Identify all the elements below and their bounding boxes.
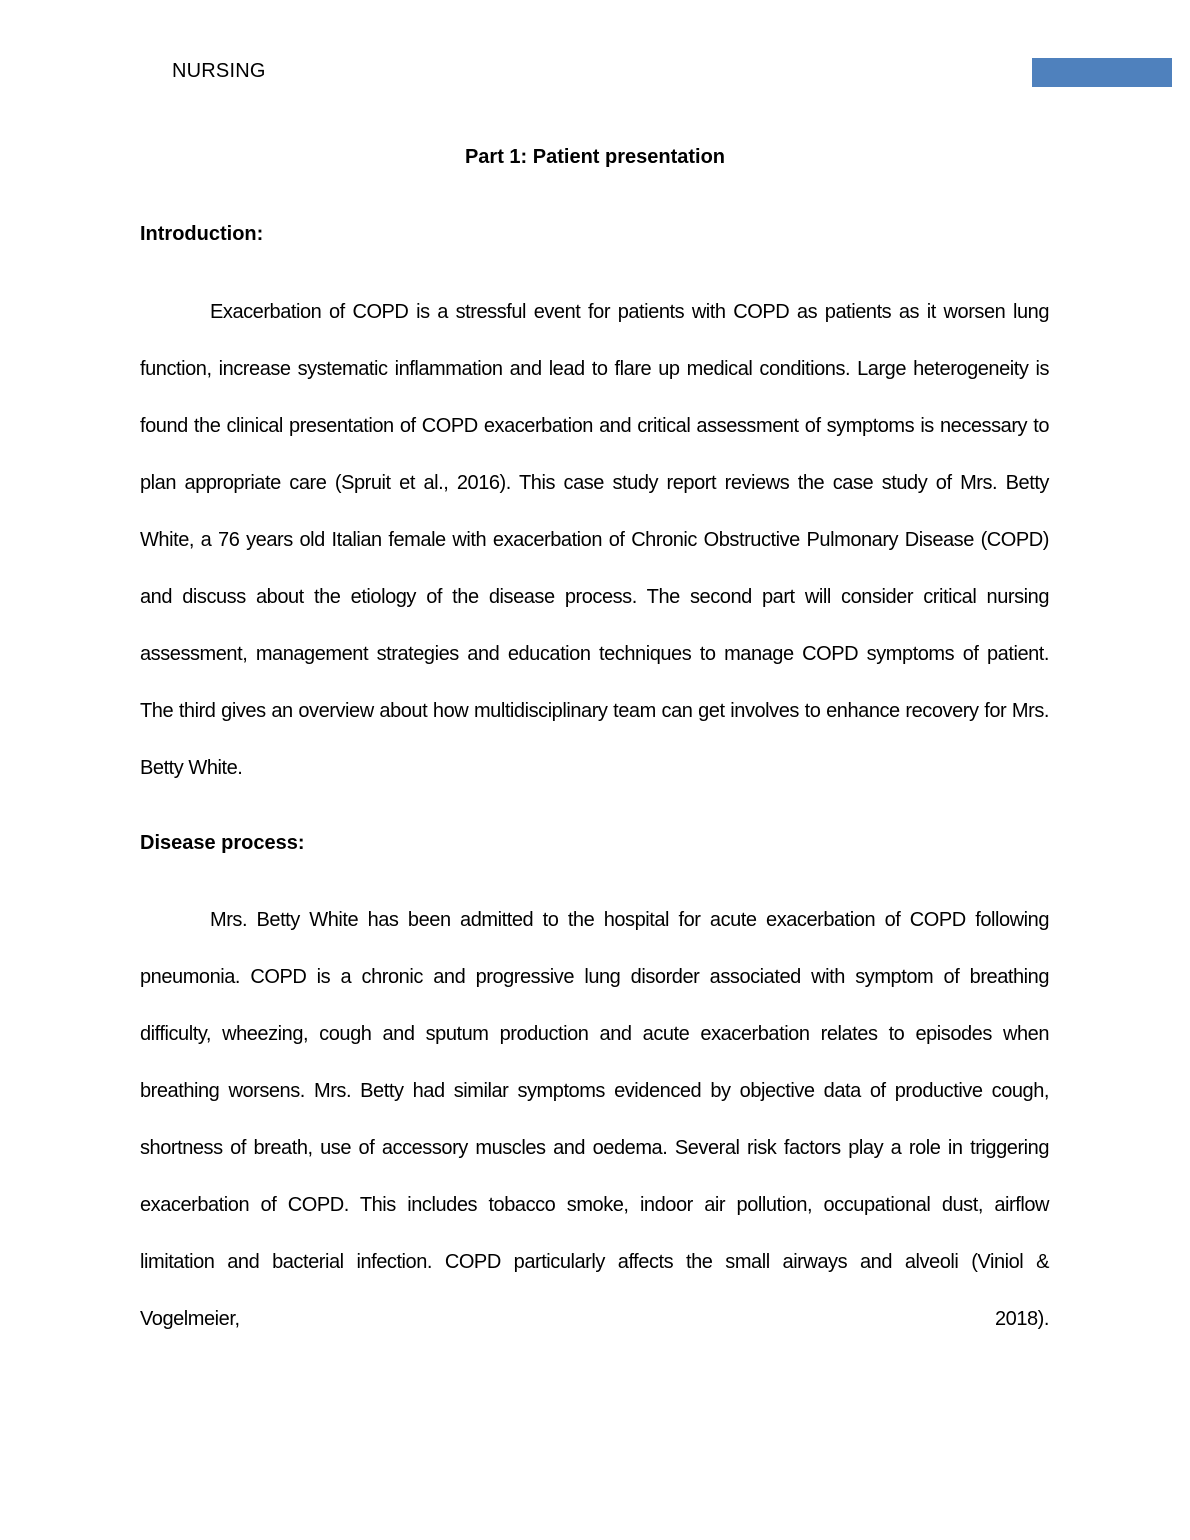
- document-title: Part 1: Patient presentation: [464, 146, 726, 168]
- disease-process-paragraph: Mrs. Betty White has been admitted to the hospital for acute exacerbation of COPD following pneumonia. COPD is a chronic and progressive lung disorder associated with symptom of breathing difficulty, wheezing, cough and sputum production and acute exacerbation relates to episodes when breathing worsens. Mrs. Betty had similar symptoms evidenced by objective data of productive cough, shortness of breath, use of accessory muscles and oedema. Several risk factors play a role in triggering exacerbation of COPD. This includes tobacco smoke, indoor air pollution, occupational dust, airflow limitation and bacterial infection. COPD particularly affects the small airways and alveoli (Viniol & Vogelmeier, 2018).: [140, 909, 1049, 1330]
- running-head: NURSING: [172, 60, 266, 82]
- section-heading-disease-process: Disease process:: [140, 832, 305, 854]
- section-heading-introduction: Introduction:: [140, 223, 264, 245]
- introduction-paragraph: Exacerbation of COPD is a stressful event for patients with COPD as patients as it worsen lung function, increase systematic inflammation and lead to flare up medical conditions. Large heterogeneity is found the clinical presentation of COPD exacerbation and critical assessment of symptoms is necessary to plan appropriate care (Spruit et al., 2016). This case study report reviews the case study of Mrs. Betty White, a 76 years old Italian female with exacerbation of Chronic Obstructive Pulmonary Disease (COPD) and discuss about the etiology of the disease process. The second part will consider critical nursing assessment, management strategies and education techniques to manage COPD symptoms of patient. The third gives an overview about how multidisciplinary team can get involves to enhance recovery for Mrs. Betty White.: [140, 301, 1049, 779]
- header-accent-bar: [1032, 58, 1172, 87]
